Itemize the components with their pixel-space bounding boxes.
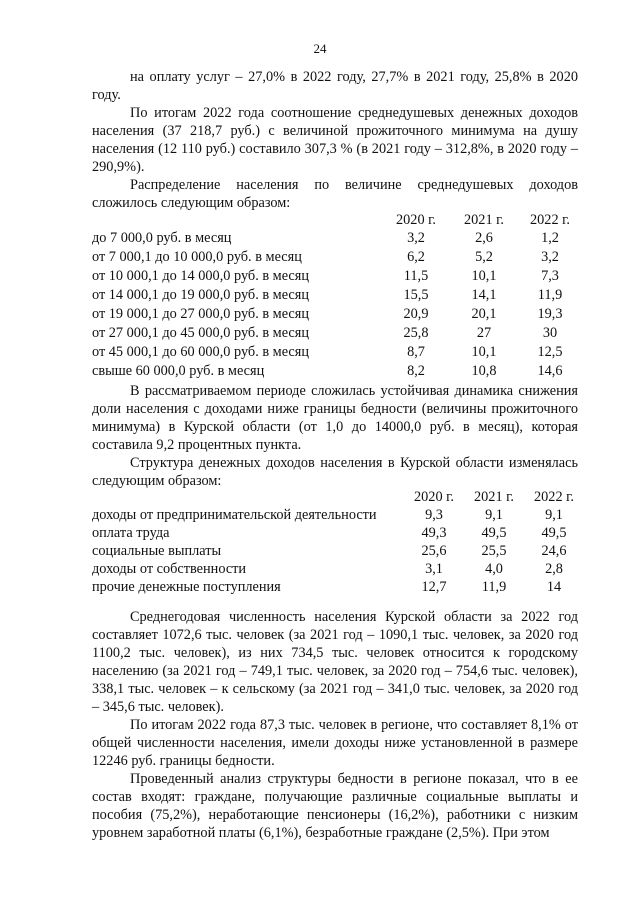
value-cell: 49,5	[541, 525, 567, 541]
income-source-label: прочие денежные поступления	[92, 579, 281, 595]
value-cell: 10,1	[471, 268, 497, 284]
income-range-label: до 7 000,0 руб. в месяц	[92, 230, 232, 246]
value-cell: 11,9	[481, 579, 507, 595]
value-cell: 10,1	[471, 344, 497, 360]
value-cell: 20,1	[471, 306, 497, 322]
year-header-2021: 2021 г.	[474, 489, 514, 505]
value-cell: 5,2	[475, 249, 493, 265]
table-row	[92, 578, 578, 596]
year-header-2020: 2020 г.	[396, 212, 436, 228]
value-cell: 10,8	[471, 363, 497, 379]
value-cell: 19,3	[537, 306, 563, 322]
value-cell: 9,1	[485, 507, 503, 523]
income-range-label: от 19 000,1 до 27 000,0 руб. в месяц	[92, 306, 309, 322]
income-source-label: доходы от собственности	[92, 561, 247, 577]
table-row	[92, 524, 578, 542]
value-cell: 11,9	[537, 287, 563, 303]
table-row	[92, 560, 578, 578]
income-range-label: от 45 000,1 до 60 000,0 руб. в месяц	[92, 344, 309, 360]
value-cell: 9,3	[425, 507, 443, 523]
table-row	[92, 324, 578, 342]
income-range-label: от 7 000,1 до 10 000,0 руб. в месяц	[92, 249, 302, 265]
table-row	[92, 248, 578, 266]
value-cell: 12,7	[421, 579, 447, 595]
value-cell: 8,7	[407, 344, 425, 360]
table-row	[92, 229, 578, 247]
year-header-2021: 2021 г.	[464, 212, 504, 228]
value-cell: 3,1	[425, 561, 443, 577]
value-cell: 14,1	[471, 287, 497, 303]
value-cell: 25,8	[403, 325, 429, 341]
table-row	[92, 267, 578, 285]
value-cell: 7,3	[541, 268, 559, 284]
structure-table-header	[92, 488, 578, 506]
value-cell: 2,8	[545, 561, 563, 577]
value-cell: 27	[476, 325, 492, 341]
value-cell: 15,5	[403, 287, 429, 303]
table-row	[92, 362, 578, 380]
income-table-header	[92, 211, 578, 229]
paragraph-poverty-structure: Проведенный анализ структуры бедности в регионе показал, что в ее состав входят: граждане, получающие различные социальные выплаты и пособия (75,2%), неработающие пенсионеры (16,2%), работники с низким уровнем заработной платы (6,1%), безработные граждане (2,5%). При этом	[92, 771, 578, 841]
table-row	[92, 506, 578, 524]
income-range-label: свыше 60 000,0 руб. в месяц	[92, 363, 265, 379]
paragraph-income-ratio: По итогам 2022 года соотношение среднедушевых денежных доходов населения (37 218,7 руб.) с величиной прожиточного минимума на душу населения (12 110 руб.) составило 307,3 % (в 2021 году – 312,8%, в 2020 году – 290,9%).	[92, 105, 578, 175]
value-cell: 1,2	[541, 230, 559, 246]
year-header-2020: 2020 г.	[414, 489, 454, 505]
year-header-2022: 2022 г.	[530, 212, 570, 228]
income-source-label: доходы от предпринимательской деятельности	[92, 507, 377, 523]
table-row	[92, 343, 578, 361]
paragraph-continuation	[92, 68, 578, 104]
paragraph-poverty-count: По итогам 2022 года 87,3 тыс. человек в регионе, что составляет 8,1% от общей численности населения, имели доходы ниже установленной в размере 12246 руб. границы бедности.	[92, 717, 578, 769]
value-cell: 11,5	[403, 268, 429, 284]
value-cell: 9,1	[545, 507, 563, 523]
paragraph-poverty-dynamics: В рассматриваемом периоде сложилась устойчивая динамика снижения доли населения с доходами ниже границы бедности (величины прожиточного минимума) в Курской области (от 1,0 до 14000,0 руб. в месяц), которая составила 9,2 процентных пункта.	[92, 383, 578, 453]
value-cell: 24,6	[541, 543, 567, 559]
value-cell: 2,6	[475, 230, 493, 246]
value-cell: 4,0	[485, 561, 503, 577]
paragraph-distribution-intro: Распределение населения по величине среднедушевых доходов сложилось следующим образом:	[92, 177, 578, 211]
value-cell: 14	[546, 579, 562, 595]
income-source-label: социальные выплаты	[92, 543, 222, 559]
value-cell: 6,2	[407, 249, 425, 265]
income-range-label: от 27 000,1 до 45 000,0 руб. в месяц	[92, 325, 309, 341]
income-source-label: оплата труда	[92, 525, 170, 541]
table-row	[92, 305, 578, 323]
value-cell: 14,6	[537, 363, 563, 379]
paragraph-population: Среднегодовая численность населения Курской области за 2022 год составляет 1072,6 тыс. человек (за 2021 год – 1090,1 тыс. человек, за 2020 год 1100,2 тыс. человек), из них 734,5 тыс. человек относится к городскому населению (за 2021 год – 749,1 тыс. человек, за 2020 год – 754,6 тыс. человек), 338,1 тыс. человек – к сельскому (за 2021 год – 341,0 тыс. человек, за 2020 год – 345,6 тыс. человек).	[92, 609, 578, 715]
value-cell: 20,9	[403, 306, 429, 322]
value-cell: 49,3	[421, 525, 447, 541]
value-cell: 25,5	[481, 543, 507, 559]
value-cell: 3,2	[407, 230, 425, 246]
year-header-2022: 2022 г.	[534, 489, 574, 505]
table-row	[92, 542, 578, 560]
income-range-label: от 14 000,1 до 19 000,0 руб. в месяц	[92, 287, 309, 303]
value-cell: 25,6	[421, 543, 447, 559]
value-cell: 49,5	[481, 525, 507, 541]
value-cell: 12,5	[537, 344, 563, 360]
income-range-label: от 10 000,1 до 14 000,0 руб. в месяц	[92, 268, 309, 284]
paragraph-structure-intro: Структура денежных доходов населения в Курской области изменялась следующим образом:	[92, 455, 578, 489]
value-cell: 30	[542, 325, 558, 341]
paragraph-1: на оплату услуг – 27,0% в 2022 году, 27,7% в 2021 году, 25,8% в 2020 году.	[92, 69, 578, 103]
value-cell: 3,2	[541, 249, 559, 265]
page-number: 24	[313, 41, 327, 56]
table-row	[92, 286, 578, 304]
value-cell: 8,2	[407, 363, 425, 379]
